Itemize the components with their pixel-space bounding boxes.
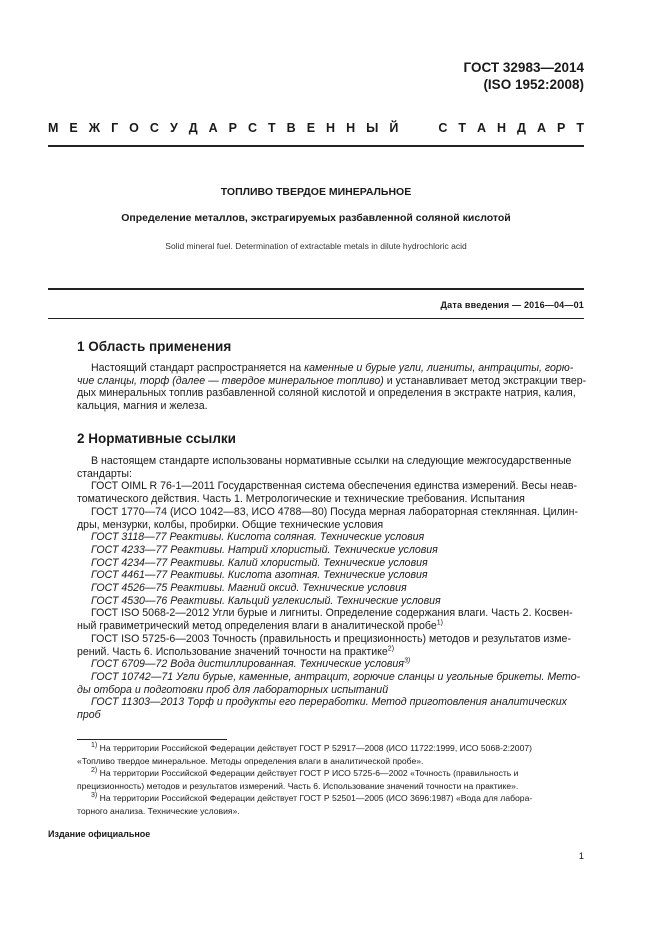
top-rule xyxy=(48,145,584,147)
category-letter: У xyxy=(169,121,178,135)
category-letter: Д xyxy=(517,121,526,135)
official-edition-label: Издание официальное xyxy=(48,829,151,839)
category-letter: Н xyxy=(346,121,356,135)
category-letter: Н xyxy=(497,121,507,135)
category-letter: Ж xyxy=(88,121,101,135)
standard-number: ГОСТ 32983—2014 xyxy=(463,60,584,75)
category-letter: Г xyxy=(111,121,119,135)
list-item: рений. Часть 6. Использование значений точности на практике$^{2)}$ xyxy=(77,645,395,658)
list-item: ГОСТ 6709—72 Вода дистиллированная. Технические условия$^{3)}$ xyxy=(91,657,411,671)
list-item: ГОСТ 4234—77 Реактивы. Калий хлористый. Технические условия xyxy=(91,556,428,569)
list-item: стандарты: xyxy=(77,467,132,480)
list-item: ГОСТ ISO 5725-6—2003 Точность (правильность и прецизионность) методов и результатов изме- xyxy=(91,632,571,645)
category-letter: Н xyxy=(326,121,336,135)
list-item: ГОСТ OIML R 76-1—2011 Государственная система обеспечения единства измерений. Весы неав- xyxy=(91,480,578,493)
category-letter: Т xyxy=(458,121,466,135)
iso-reference: (ISO 1952:2008) xyxy=(483,77,584,92)
category-letter: Р xyxy=(228,121,237,135)
footnote: торного анализа. Технические условия». xyxy=(77,805,240,816)
list-item: томатического действия. Часть 1. Метрологические и технические требования. Испытания xyxy=(77,493,525,506)
section-1-heading: 1 Область применения xyxy=(77,339,232,354)
list-item: ГОСТ 1770—74 (ИСО 1042—83, ИСО 4788—80) Посуда мерная лабораторная стеклянная. Цилин- xyxy=(91,505,579,518)
category-letter: Д xyxy=(188,121,198,135)
list-item: ГОСТ 4233—77 Реактивы. Натрий хлористый. Технические условия xyxy=(91,543,438,556)
category-letter: А xyxy=(208,121,218,135)
date-rule xyxy=(48,318,584,319)
category-letter: Й xyxy=(389,121,399,135)
list-item: ГОСТ 4530—76 Реактивы. Кальций углекислый. Технические условия xyxy=(91,594,441,607)
footnotes xyxy=(77,742,583,818)
category-letter: Е xyxy=(69,121,78,135)
footnote: $^{1)}$ На территории Российской Федерации действует ГОСТ Р 52917—2008 (ИСО 11722:1999, ИСО 5068-2:2007) xyxy=(91,742,533,753)
list-item: ГОСТ 11303—2013 Торф и продукты его переработки. Метод приготовления аналитических xyxy=(91,696,567,709)
footnote-ref: 2) xyxy=(387,645,395,653)
category-letter: Т xyxy=(576,121,584,135)
category-letter xyxy=(424,121,427,135)
category-letter: С xyxy=(438,121,448,135)
document-title: ТОПЛИВО ТВЕРДОЕ МИНЕРАЛЬНОЕ xyxy=(220,186,412,198)
references-list xyxy=(77,455,583,722)
list-item: ГОСТ 10742—71 Угли бурые, каменные, антрацит, горючие сланцы и угольные брикеты. Мето- xyxy=(91,670,581,683)
category-letter: А xyxy=(536,121,546,135)
footnote-ref: 3) xyxy=(403,657,411,665)
footnote: $^{2)}$ На территории Российской Федерации действует ГОСТ Р ИСО 5725-6—2002 «Точность (правильность и xyxy=(91,767,519,779)
section-2-heading: 2 Нормативные ссылки xyxy=(77,431,236,446)
document-subtitle: Определение металлов, экстрагируемых разбавленной соляной кислотой xyxy=(121,212,511,224)
category-letter: А xyxy=(476,121,487,135)
category-letter: С xyxy=(149,121,159,135)
english-title: Solid mineral fuel. Determination of extractable metals in dilute hydrochloric acid xyxy=(165,241,467,251)
footnote: прецизионность) методов и результатов измерений. Часть 6. Использование значений точности на практике». xyxy=(77,780,519,791)
footnote: $^{3)}$ На территории Российской Федерации действует ГОСТ Р 52501—2005 (ИСО 3696:1987) «Вода для лабора- xyxy=(91,792,533,804)
list-item: ГОСТ 4526—75 Реактивы. Магний оксид. Технические условия xyxy=(91,582,407,595)
category-letter xyxy=(409,121,412,135)
list-item: ГОСТ 3118—77 Реактивы. Кислота соляная. Технические условия xyxy=(91,531,425,544)
category-letter: В xyxy=(286,121,296,135)
section-1-paragraph: Настоящий стандарт распространяется на каменные и бурые угли, лигниты, антрациты, горю- чие сланцы, торф (далее — твердое минеральное топливо) и устанавливает метод экстракции твер- дых минеральных топлив разбавленной соляной кислотой и определения в экстракте натрия, калия, кальция, магния и железа. xyxy=(77,362,587,412)
list-item: дры, мензурки, колбы, пробирки. Общие технические условия xyxy=(77,518,384,531)
standard-category xyxy=(48,121,584,135)
category-letter: О xyxy=(129,121,139,135)
list-item: В настоящем стандарте использованы нормативные ссылки на следующие межгосударственные xyxy=(91,455,572,467)
category-letter: М xyxy=(48,121,59,135)
introduction-date: Дата введения — 2016—04—01 xyxy=(440,300,584,310)
title-rule xyxy=(48,288,584,290)
category-letter: Т xyxy=(268,121,276,135)
footnote-ref: 1) xyxy=(436,619,443,627)
footnote-rule xyxy=(77,739,227,740)
list-item: ный гравиметрический метод определения влаги в аналитической пробе$^{1)}$ xyxy=(77,619,443,633)
category-letter: Р xyxy=(556,121,566,135)
list-item: проб xyxy=(77,709,101,722)
category-letter: Ы xyxy=(366,121,379,135)
list-item: ды отбора и подготовки проб для лабораторных испытаний xyxy=(77,683,389,696)
page-number: 1 xyxy=(578,851,584,862)
list-item: ГОСТ ISO 5068-2—2012 Угли бурые и лигниты. Определение содержания влаги. Часть 2. Косвен- xyxy=(91,607,573,620)
footnote: «Топливо твердое минеральное. Методы определения влаги в аналитической пробе». xyxy=(77,755,424,766)
category-letter: С xyxy=(248,121,258,135)
list-item: ГОСТ 4461—77 Реактивы. Кислота азотная. Технические условия xyxy=(91,569,428,582)
category-letter: Е xyxy=(306,121,316,135)
